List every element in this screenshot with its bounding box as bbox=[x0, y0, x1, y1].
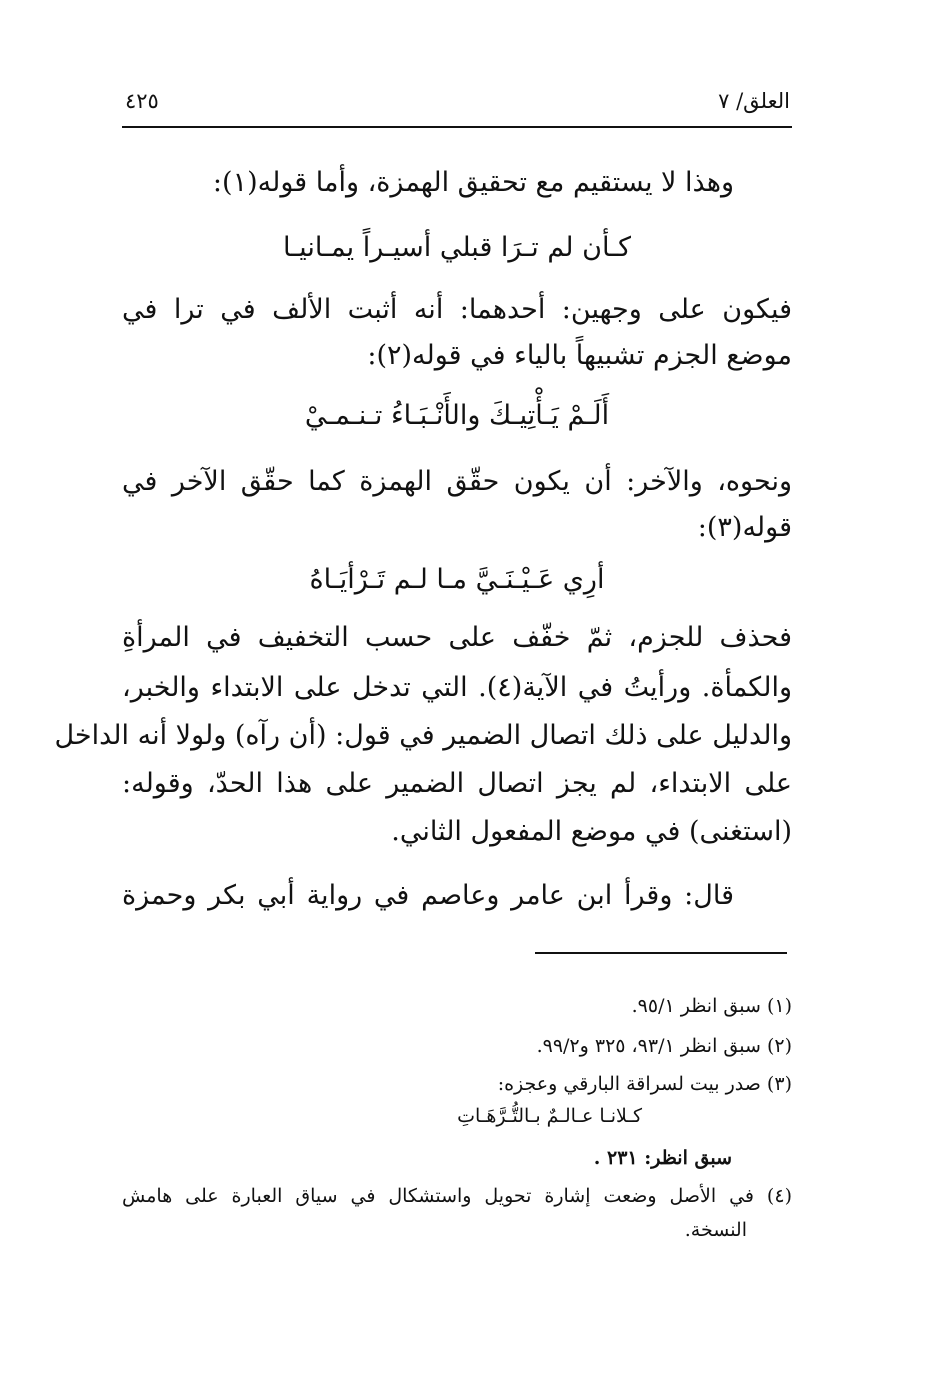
footnote-reference: سبق انظر: ٢٣١ . bbox=[593, 1147, 732, 1169]
text-line: والدليل على ذلك اتصال الضمير في قول: (أن رآه) ولولا أنه الداخل bbox=[54, 720, 792, 751]
page-number: ٤٢٥ bbox=[125, 89, 159, 113]
text-line: والكمأة. ورأيتُ في الآية(٤). التي تدخل على الابتداء والخبر، bbox=[122, 672, 792, 703]
footnote-2: (٢) سبق انظر ٩٣/١، ٣٢٥ و٩٩/٢. bbox=[536, 1035, 792, 1057]
verse-line: كـأن لم تـرَا قبلي أسيـراً يمـانيـا bbox=[283, 232, 631, 263]
text-line: وهذا لا يستقيم مع تحقيق الهمزة، وأما قوله(١): bbox=[212, 167, 734, 198]
running-head bbox=[125, 86, 790, 116]
text-line: قال: وقرأ ابن عامر وعاصم في رواية أبي بكر وحمزة bbox=[122, 880, 734, 911]
footnote-3: (٣) صدر بيت لسراقة البارقي وعجزه: bbox=[497, 1073, 792, 1095]
header-rule bbox=[122, 126, 792, 128]
text-line: فحذف للجزم، ثمّ خفّف على حسب التخفيف في المرأةِ bbox=[122, 622, 792, 653]
footnote-1: (١) سبق انظر ٩٥/١. bbox=[631, 995, 792, 1017]
section-title: العلق/ ٧ bbox=[718, 89, 790, 113]
text-line: ونحوه، والآخر: أن يكون حقّق الهمزة كما حقّق الآخر في bbox=[122, 466, 792, 497]
text-line: موضع الجزم تشبيهاً بالياء في قوله(٢): bbox=[367, 340, 792, 371]
footnote-4-continued: النسخة. bbox=[684, 1219, 747, 1241]
footnote-verse: كـلانـا عـالـمٌ بـالتُّـرَّهَـاتِ bbox=[457, 1105, 642, 1127]
footnote-rule bbox=[535, 952, 787, 954]
text-line: قوله(٣): bbox=[697, 512, 792, 543]
footnote-4: (٤) في الأصل وضعت إشارة تحويل واستشكال في سياق العبارة على هامش bbox=[122, 1185, 792, 1207]
verse-line: أَلَـمْ يَـأْتِيـكَ والأَنْـبَـاءُ تـنـمـيْ bbox=[304, 400, 610, 431]
text-line: على الابتداء، لم يجز اتصال الضمير على هذا الحدّ، وقوله: bbox=[122, 768, 793, 799]
verse-line: أرِي عَـيْـنَـيَّ مـا لـم تَـرْأيَـاهُ bbox=[309, 564, 605, 595]
text-line: فيكون على وجهين: أحدهما: أنه أثبت الألف في ترا في bbox=[122, 294, 792, 325]
text-line: (استغنى) في موضع المفعول الثاني. bbox=[391, 816, 792, 847]
